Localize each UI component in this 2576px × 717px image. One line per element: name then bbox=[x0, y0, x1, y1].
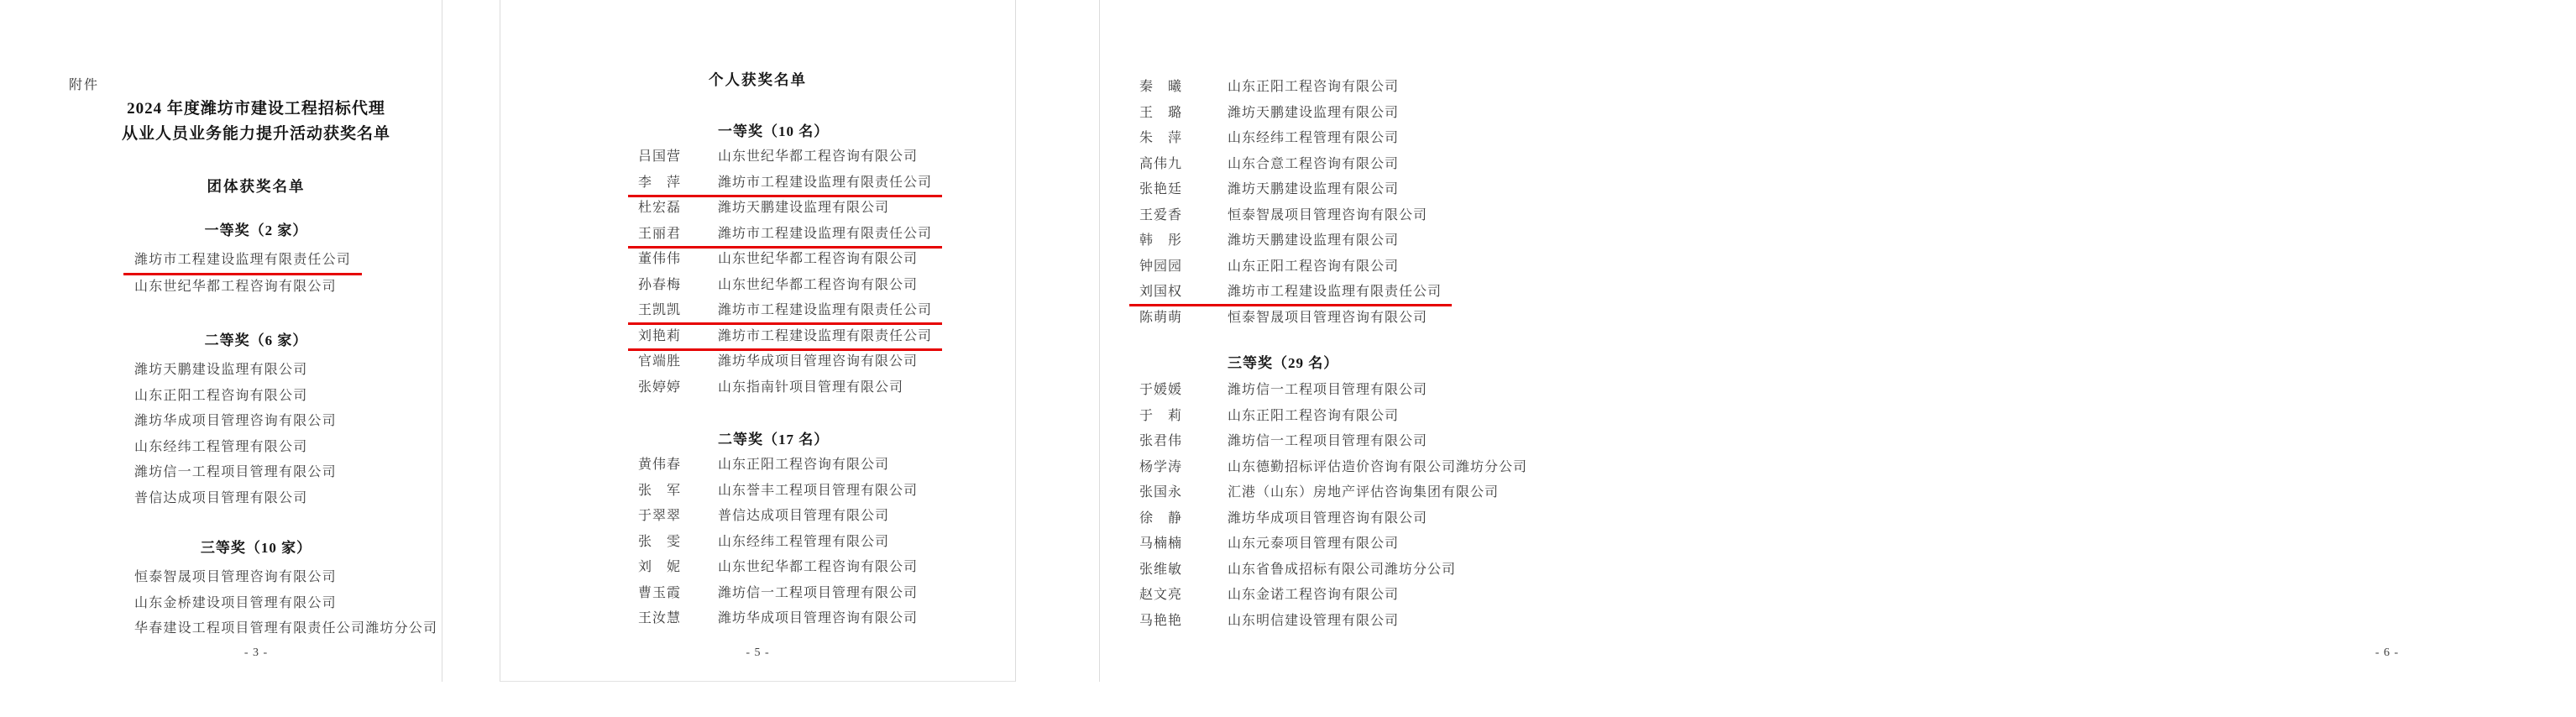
winner-name: 张国永 bbox=[1139, 485, 1183, 500]
page-3 bbox=[0, 0, 512, 682]
winner-company: 山东金诺工程咨询有限公司 bbox=[1228, 588, 1400, 602]
company-name: 普信达成项目管理有限公司 bbox=[134, 490, 308, 505]
winner-name: 杨学涛 bbox=[1139, 459, 1183, 474]
winner-name: 张 军 bbox=[638, 483, 682, 498]
winner-row bbox=[1139, 561, 1456, 578]
winner-name: 曹玉霞 bbox=[638, 585, 682, 600]
winner-company: 潍坊天鹏建设监理有限公司 bbox=[718, 201, 890, 215]
winner-name: 王爱香 bbox=[1139, 207, 1183, 222]
winner-name: 于翠翠 bbox=[638, 509, 682, 523]
winner-company: 恒泰智晟项目管理咨询有限公司 bbox=[1228, 207, 1428, 222]
winner-company: 潍坊天鹏建设监理有限公司 bbox=[1228, 105, 1400, 120]
winner-row bbox=[1139, 181, 1399, 198]
winner-row bbox=[628, 174, 942, 197]
winner-company: 山东省鲁成招标有限公司潍坊分公司 bbox=[1228, 562, 1457, 577]
page-number-5: - 5 - bbox=[746, 646, 770, 659]
company-row bbox=[134, 438, 512, 456]
company-name: 潍坊华成项目管理咨询有限公司 bbox=[134, 414, 337, 428]
winner-name: 王汝慧 bbox=[638, 611, 682, 625]
second-prize-heading: 二等奖（6 家） bbox=[204, 332, 308, 348]
winner-row bbox=[1139, 407, 1399, 425]
winner-row bbox=[1139, 535, 1399, 552]
individual-third-prize-group bbox=[1099, 354, 1527, 637]
winner-row bbox=[638, 584, 918, 602]
winner-row bbox=[638, 199, 889, 217]
winner-company: 山东指南针项目管理有限公司 bbox=[718, 379, 904, 395]
winner-name: 秦 曦 bbox=[1139, 80, 1183, 94]
winner-row bbox=[638, 507, 889, 525]
third-prize-heading: 三等奖（10 家） bbox=[200, 540, 312, 556]
individual-second-prize-continued-list bbox=[1099, 78, 1452, 327]
winner-name: 王 璐 bbox=[1139, 105, 1183, 120]
winner-company: 潍坊市工程建设监理有限责任公司 bbox=[718, 175, 933, 190]
winner-name: 杜宏磊 bbox=[638, 201, 682, 215]
company-name: 山东经纬工程管理有限公司 bbox=[134, 439, 308, 454]
winner-name: 官端胜 bbox=[638, 354, 682, 369]
group-third-prize bbox=[0, 539, 512, 646]
page-number-6: - 6 - bbox=[2374, 646, 2400, 659]
winner-row bbox=[1139, 432, 1427, 450]
winner-name: 马艳艳 bbox=[1139, 613, 1183, 628]
winner-company: 山东德勤招标评估造价咨询有限公司潍坊分公司 bbox=[1228, 459, 1528, 474]
winner-company: 潍坊信一工程项目管理有限公司 bbox=[1228, 434, 1428, 448]
winner-row bbox=[628, 225, 942, 249]
first-prize-company-list bbox=[0, 251, 512, 296]
individual-second-prize-group bbox=[500, 431, 918, 636]
page-5 bbox=[500, 0, 1016, 682]
winner-row bbox=[1139, 381, 1427, 399]
winner-company: 山东明信建设管理有限公司 bbox=[1228, 613, 1400, 628]
winner-company: 潍坊市工程建设监理有限责任公司 bbox=[718, 226, 933, 241]
winner-row bbox=[638, 456, 889, 474]
winner-row bbox=[638, 482, 918, 500]
winner-row bbox=[1139, 586, 1399, 604]
group-award-section-title: 团体获奖名单 bbox=[207, 178, 306, 195]
winner-company: 潍坊信一工程项目管理有限公司 bbox=[718, 585, 919, 600]
winner-company: 山东经纬工程管理有限公司 bbox=[1228, 131, 1400, 145]
individual-third-prize-heading: 三等奖（29 名） bbox=[1228, 355, 1339, 371]
company-row bbox=[134, 251, 512, 275]
winner-row bbox=[1139, 458, 1527, 476]
winner-row bbox=[1139, 484, 1499, 501]
winner-name: 张维敏 bbox=[1139, 562, 1183, 577]
individual-second-prize-continued-group bbox=[1099, 78, 1452, 334]
winner-company: 潍坊天鹏建设监理有限公司 bbox=[1228, 182, 1400, 196]
winner-name: 张君伟 bbox=[1139, 434, 1183, 448]
winner-name: 张艳廷 bbox=[1139, 182, 1183, 196]
company-row bbox=[134, 568, 512, 586]
winner-company: 山东合意工程咨询有限公司 bbox=[1228, 156, 1400, 171]
individual-first-prize-heading: 一等奖（10 名） bbox=[718, 123, 830, 139]
winner-row bbox=[628, 327, 942, 351]
winner-row bbox=[1139, 78, 1399, 96]
first-prize-heading: 一等奖（2 家） bbox=[204, 222, 308, 238]
winner-company: 山东正阳工程咨询有限公司 bbox=[1228, 408, 1400, 423]
winner-company: 汇港（山东）房地产评估咨询集团有限公司 bbox=[1228, 485, 1500, 500]
individual-first-prize-list bbox=[500, 148, 942, 396]
attachment-label: 附件 bbox=[69, 78, 100, 92]
winner-name: 刘艳莉 bbox=[638, 328, 682, 343]
winner-name: 高伟九 bbox=[1139, 156, 1183, 171]
winner-name: 黄伟春 bbox=[638, 458, 682, 472]
winner-row bbox=[1139, 510, 1427, 527]
winner-name: 韩 彤 bbox=[1139, 233, 1183, 248]
company-row bbox=[134, 412, 512, 430]
winner-name: 于媛媛 bbox=[1139, 383, 1183, 397]
winner-company: 潍坊华成项目管理咨询有限公司 bbox=[718, 611, 919, 625]
winner-row bbox=[1139, 104, 1399, 122]
winner-name: 刘国权 bbox=[1139, 285, 1183, 299]
third-prize-company-list bbox=[0, 568, 512, 637]
winner-row bbox=[638, 353, 918, 370]
individual-third-prize-list bbox=[1099, 381, 1527, 630]
page-6 bbox=[1099, 0, 2400, 682]
winner-company: 山东世纪华都工程咨询有限公司 bbox=[718, 252, 919, 266]
individual-award-section-title: 个人获奖名单 bbox=[709, 71, 807, 88]
second-prize-company-list bbox=[0, 361, 512, 507]
group-second-prize bbox=[0, 332, 512, 515]
winner-company: 山东誉丰工程项目管理有限公司 bbox=[718, 483, 919, 498]
winner-row bbox=[1139, 129, 1399, 147]
company-name: 潍坊信一工程项目管理有限公司 bbox=[134, 465, 337, 479]
winner-company: 普信达成项目管理有限公司 bbox=[718, 509, 890, 523]
winner-name: 张婷婷 bbox=[638, 379, 682, 395]
winner-name: 赵文亮 bbox=[1139, 588, 1183, 602]
company-row bbox=[134, 387, 512, 405]
winner-name: 钟园园 bbox=[1139, 259, 1183, 274]
winner-name: 吕国营 bbox=[638, 149, 682, 164]
winner-row bbox=[1139, 207, 1427, 224]
individual-first-prize-group bbox=[500, 123, 942, 404]
winner-name: 徐 静 bbox=[1139, 510, 1183, 526]
company-name: 潍坊天鹏建设监理有限公司 bbox=[134, 363, 308, 377]
winner-company: 潍坊市工程建设监理有限责任公司 bbox=[718, 303, 933, 317]
document-title-line1: 2024 年度潍坊市建设工程招标代理 bbox=[127, 100, 385, 118]
winner-row bbox=[638, 276, 918, 294]
company-row bbox=[134, 278, 512, 296]
winner-company: 山东经纬工程管理有限公司 bbox=[718, 534, 890, 549]
company-row bbox=[134, 620, 512, 637]
winner-row bbox=[638, 148, 918, 165]
winner-company: 山东正阳工程咨询有限公司 bbox=[1228, 259, 1400, 274]
winner-row bbox=[638, 533, 889, 551]
winner-name: 张 雯 bbox=[638, 534, 682, 549]
company-name: 恒泰智晟项目管理咨询有限公司 bbox=[134, 570, 337, 584]
winner-row bbox=[1139, 309, 1427, 327]
winner-company: 潍坊市工程建设监理有限责任公司 bbox=[1228, 285, 1442, 299]
document-title bbox=[0, 97, 512, 147]
winner-company: 山东世纪华都工程咨询有限公司 bbox=[718, 149, 919, 164]
winner-name: 陈萌萌 bbox=[1139, 310, 1183, 325]
company-name: 山东金桥建设项目管理有限公司 bbox=[134, 595, 337, 610]
winner-company: 山东世纪华都工程咨询有限公司 bbox=[718, 277, 919, 292]
individual-second-prize-heading: 二等奖（17 名） bbox=[718, 432, 830, 447]
company-name: 山东正阳工程咨询有限公司 bbox=[134, 388, 308, 403]
winner-company: 山东正阳工程咨询有限公司 bbox=[1228, 80, 1400, 94]
winner-row bbox=[1139, 232, 1399, 249]
company-row bbox=[134, 489, 512, 507]
winner-row bbox=[628, 301, 942, 325]
winner-company: 潍坊华成项目管理咨询有限公司 bbox=[718, 354, 919, 369]
winner-company: 潍坊天鹏建设监理有限公司 bbox=[1228, 233, 1400, 248]
winner-company: 恒泰智晟项目管理咨询有限公司 bbox=[1228, 310, 1428, 325]
winner-company: 山东元泰项目管理有限公司 bbox=[1228, 536, 1400, 551]
winner-row bbox=[1129, 283, 1452, 306]
winner-name: 孙春梅 bbox=[638, 277, 682, 292]
winner-name: 刘 妮 bbox=[638, 560, 682, 574]
winner-name: 王凯凯 bbox=[638, 303, 682, 317]
winner-row bbox=[638, 379, 903, 396]
company-row bbox=[134, 594, 512, 612]
winner-company: 山东世纪华都工程咨询有限公司 bbox=[718, 560, 919, 574]
document-title-line2: 从业人员业务能力提升活动获奖名单 bbox=[121, 125, 390, 143]
company-row bbox=[134, 361, 512, 379]
winner-name: 于 莉 bbox=[1139, 408, 1183, 423]
winner-name: 李 萍 bbox=[638, 175, 682, 190]
individual-second-prize-list bbox=[500, 456, 918, 627]
company-name: 山东世纪华都工程咨询有限公司 bbox=[134, 279, 337, 294]
winner-row bbox=[1139, 258, 1399, 275]
winner-row bbox=[638, 610, 918, 627]
group-first-prize bbox=[0, 222, 512, 303]
winner-row bbox=[1139, 155, 1399, 173]
winner-name: 王丽君 bbox=[638, 226, 682, 241]
winner-name: 朱 萍 bbox=[1139, 131, 1183, 145]
company-name: 华春建设工程项目管理有限责任公司潍坊分公司 bbox=[134, 621, 438, 636]
winner-name: 马楠楠 bbox=[1139, 536, 1183, 551]
winner-company: 潍坊市工程建设监理有限责任公司 bbox=[718, 328, 933, 343]
winner-row bbox=[1139, 612, 1399, 630]
page-number-3: - 3 - bbox=[243, 646, 269, 659]
winner-row bbox=[638, 558, 918, 576]
winner-company: 潍坊华成项目管理咨询有限公司 bbox=[1228, 510, 1428, 526]
winner-name: 董伟伟 bbox=[638, 252, 682, 266]
winner-company: 潍坊信一工程项目管理有限公司 bbox=[1228, 383, 1428, 397]
company-name: 潍坊市工程建设监理有限责任公司 bbox=[123, 251, 362, 275]
winner-company: 山东正阳工程咨询有限公司 bbox=[718, 458, 890, 472]
winner-row bbox=[638, 250, 918, 268]
company-row bbox=[134, 463, 512, 481]
